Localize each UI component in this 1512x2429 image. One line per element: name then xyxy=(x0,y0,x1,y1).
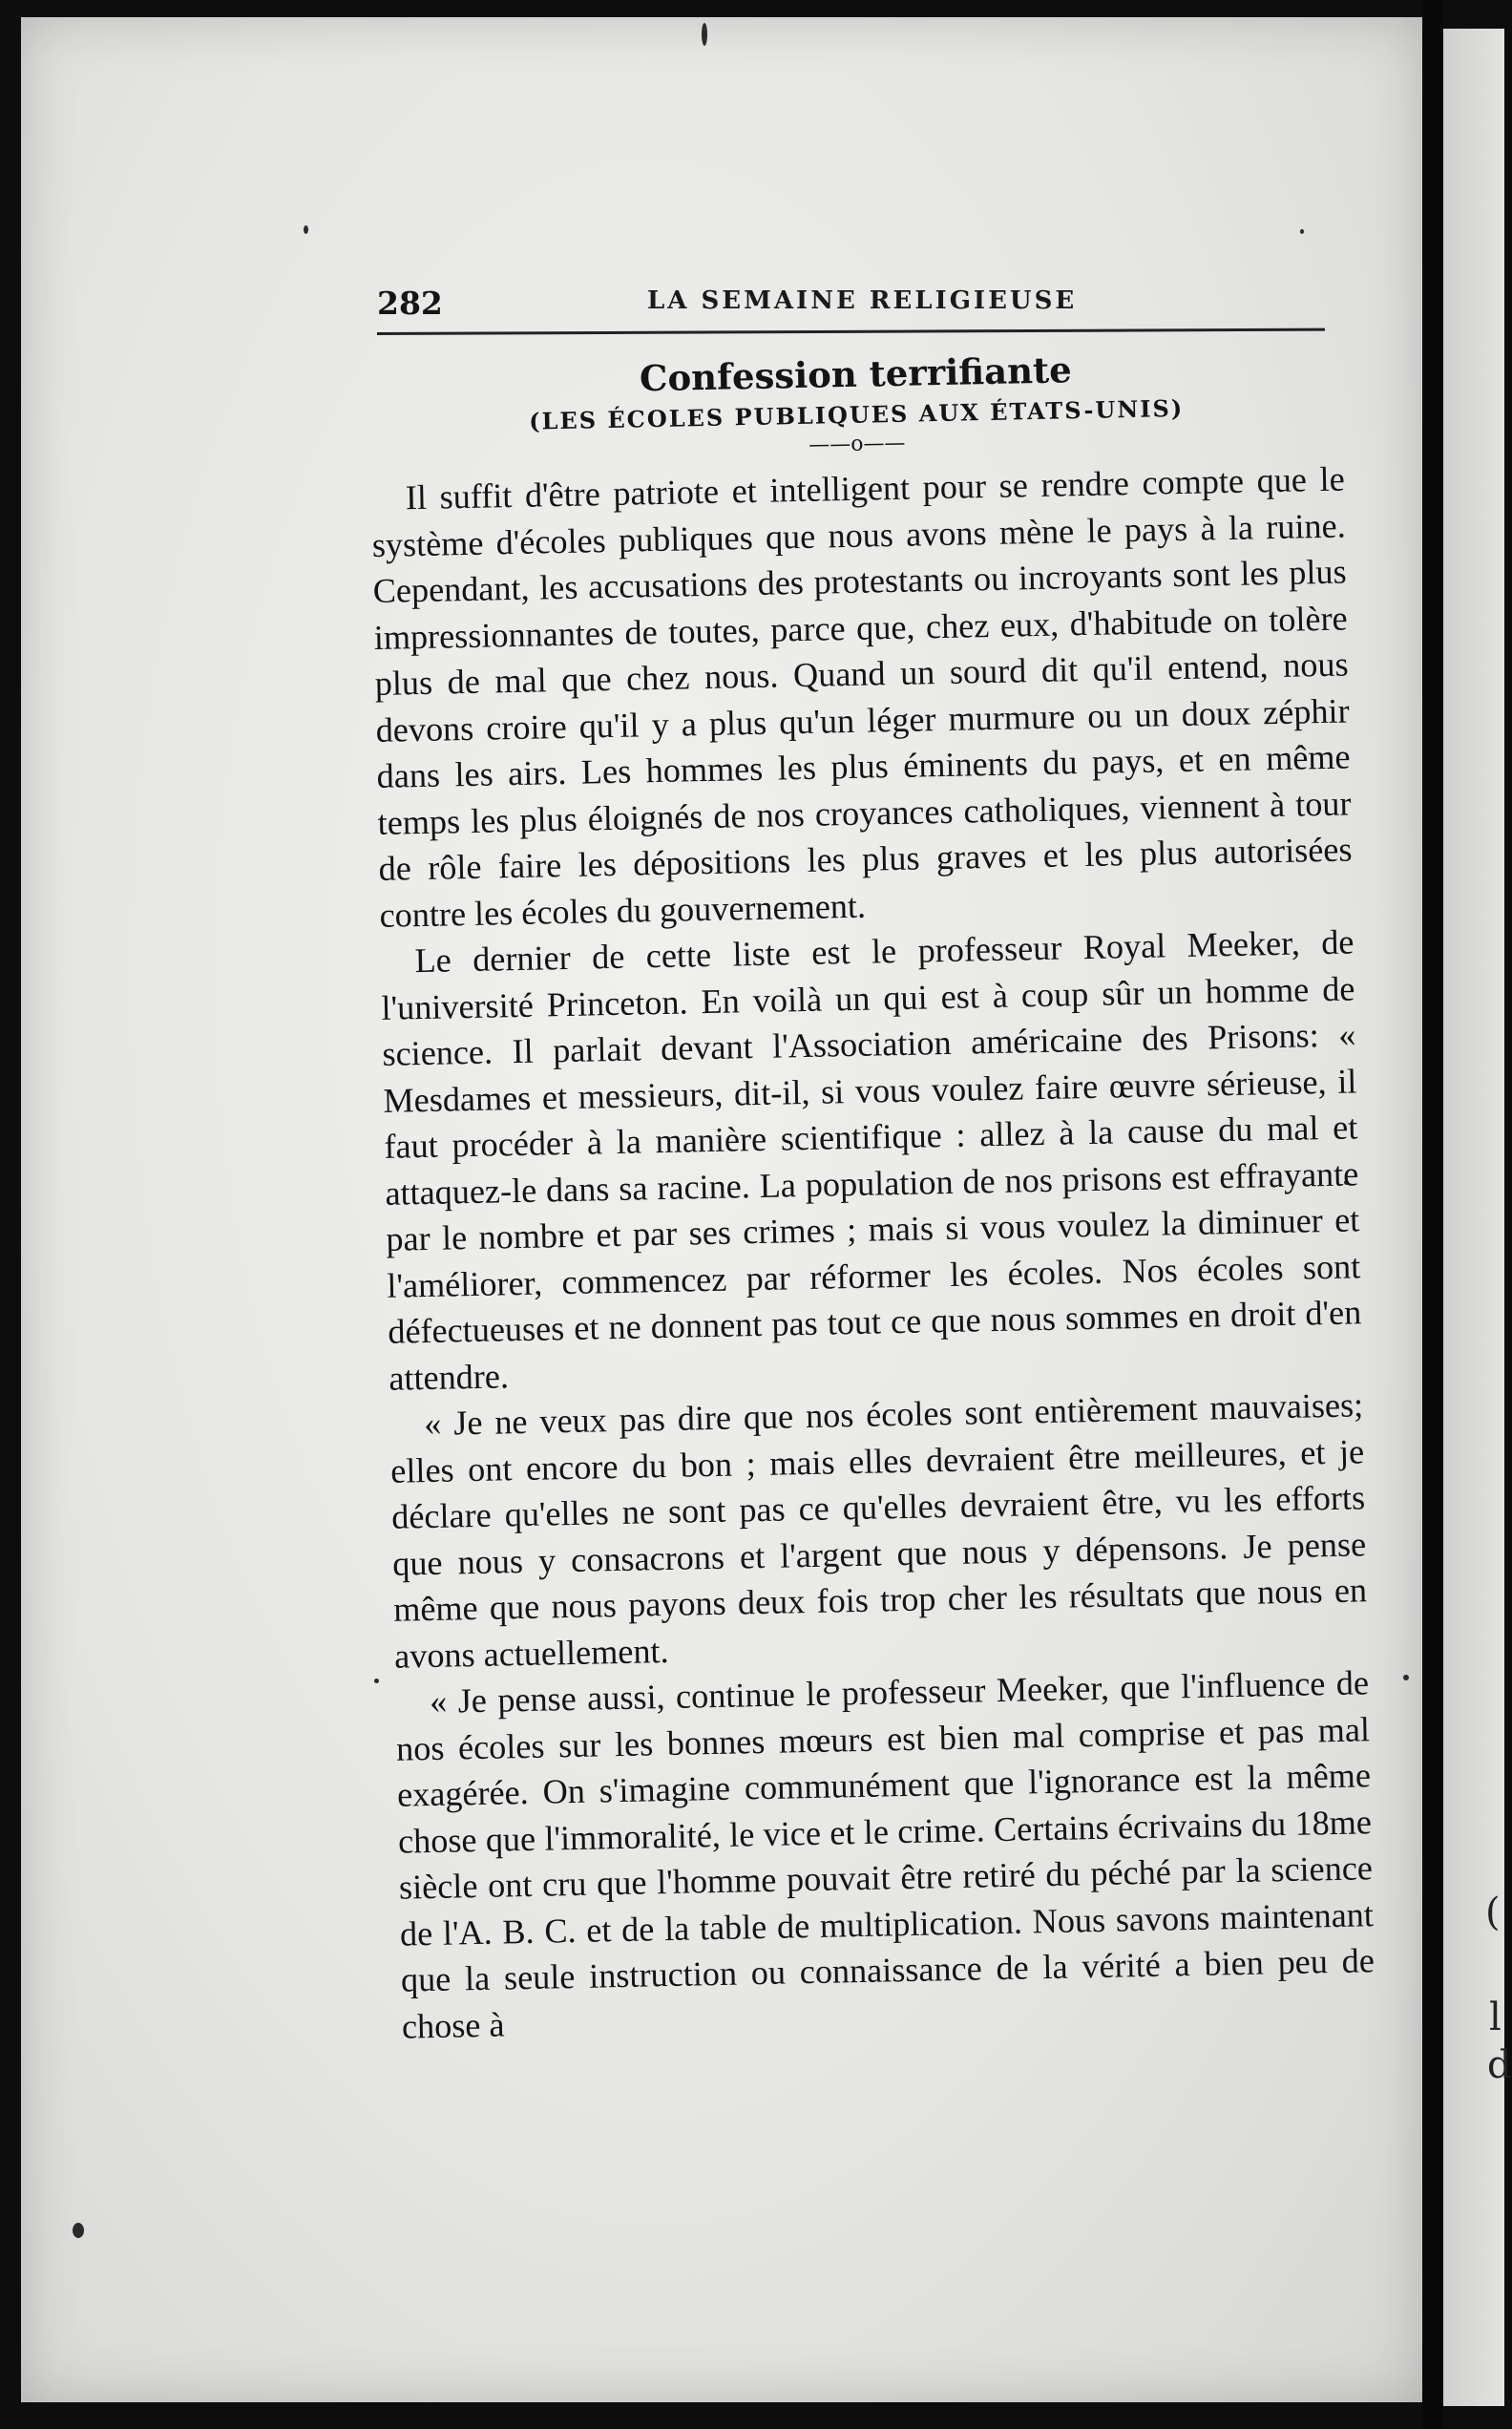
paragraph-4: « Je pense aussi, continue le professeur Meeker, que l'influence de nos écoles sur les bonnes mœurs est bien mal comprise et pas mal exagérée. On s'imagine communément que l'ignorance est la même chose que l'immoralité, le vice et le crime. Certains écrivains du 18me siècle ont cru que l'homme pouvait être retiré du péché par la science de l'A. B. C. et de la table de multiplication. Nous savons maintenant que la seule instruction ou connaissance de la vérité a bien peu de chose à xyxy=(395,1663,1376,2046)
paragraph-1: Il suffit d'être patriote et intelligent pour se rendre compte que le système d'écoles publiques que nous avons mène le pays à la ruine. Cependant, les accusations des protestants ou incroyants sont les plus impressionnantes de toutes, parce que, chez eux, d'habitude on tolère plus de mal que chez nous. Quand un sourd dit qu'il entend, nous devons croire qu'il y a plus qu'un léger murmure ou un doux zéphir dans les airs. Les hommes les plus éminents du pays, et en même temps les plus éloignés de nos croyances catholiques, viennent à tour de rôle faire les dépositions les plus graves et les plus autorisées contre les écoles du gouvernement. xyxy=(371,459,1353,935)
paragraph-2: Le dernier de cette liste est le professeur Royal Meeker, de l'université Princeton. En voilà un qui est à coup sûr un homme de science. Il parlait devant l'Association américaine des Prisons: « Mesdames et messieurs, dit-il, si vous voulez faire œuvre sérieuse, il faut procéder à la manière scientifique : allez à la cause du mal et attaquez-le dans sa racine. La population de nos prisons est effrayante par le nombre et par ses crimes ; mais si vous voulez la diminuer et l'améliorer, commencez par réformer les écoles. Nos écoles sont défectueuses et ne donnent pas tout ce que nous sommes en droit d'en attendre. xyxy=(381,922,1362,1398)
article xyxy=(368,344,1376,2050)
article-title: Confession terrifiante xyxy=(639,349,1073,400)
header-rule xyxy=(377,328,1325,335)
page-number: 282 xyxy=(377,285,443,322)
page-header xyxy=(377,277,1325,338)
page-gutter xyxy=(1422,0,1443,2429)
next-page-fragment: ( xyxy=(1485,1890,1501,1934)
next-page-fragment: d xyxy=(1487,2043,1512,2087)
running-head: LA SEMAINE RELIGIEUSE xyxy=(647,286,1078,315)
paragraph-3: « Je ne veux pas dire que nos écoles sont entièrement mauvaises; elles ont encore du bon ; mais elles devraient être meilleures, et je déclare qu'elles ne sont pas ce qu'elles devraient être, vu les efforts que nous y consacrons et l'argent que nous y dépensons. Je pense même que nous payons deux fois trop cher les résultats que nous en avons actuellement. xyxy=(389,1385,1368,1676)
title-ornament: ——o—— xyxy=(808,431,906,457)
next-page-edge xyxy=(1443,29,1512,2406)
next-page-fragment: l xyxy=(1489,1996,1502,2039)
article-subtitle: (LES ÉCOLES PUBLIQUES AUX ÉTATS-UNIS) xyxy=(528,393,1185,435)
